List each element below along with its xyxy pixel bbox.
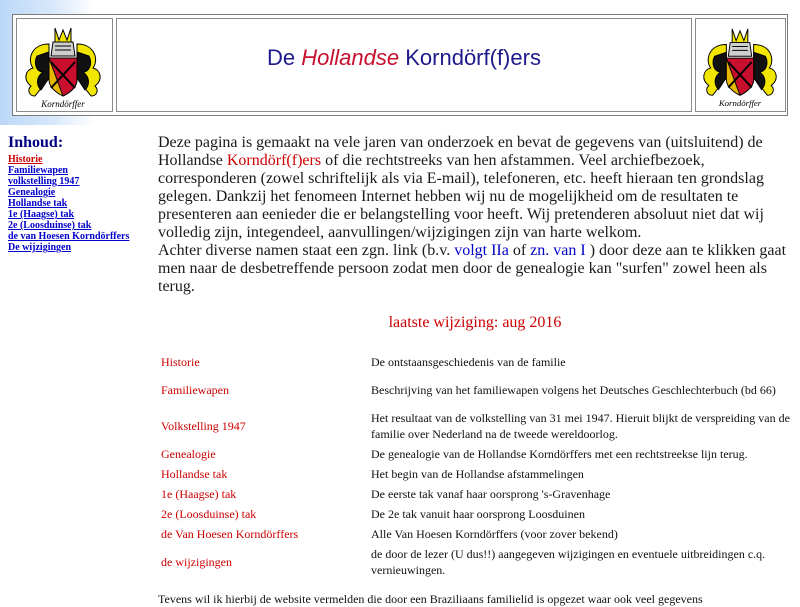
intro-p2-start: Achter diverse namen staat een zgn. link (b.v.	[158, 242, 455, 259]
toc-desc: De ontstaansgeschiedenis van de familie	[371, 355, 566, 369]
table-row	[158, 544, 798, 580]
main-content	[158, 134, 798, 580]
intro-p1-start: Deze pagina is gemaakt na vele jaren van onderzoek en bevat de gegevens van (uitsluitend) de Hollandse	[158, 134, 763, 169]
toc-desc: De 2e tak vanuit haar oorsprong Loosduinen	[371, 507, 585, 521]
table-row	[158, 484, 798, 504]
intro-p2-of: of	[508, 242, 531, 259]
crest-caption-right: Korndörffer	[718, 98, 762, 109]
toc-desc: Alle Van Hoesen Korndörffers (voor zover bekend)	[371, 527, 618, 541]
intro-p1-end: of die rechtstreeks van hen afstammen. Veel archiefbezoek, corresponderen (zowel schriftelijk als via E-mail), telefoneren, etc. heeft hieraan ten grondslag gelegen. Dankzij het fenomeen Internet hebben wij nu de mogelijkheid om de resultaten te presenteren aan eenieder die er belangstelling voor heeft. Wij pretenderen absoluut niet dat wij volledig zijn, integendeel, aanvullingen/wijzigingen zijn van harte welkom.	[158, 152, 764, 241]
sidebar-link-hollandse-tak[interactable]: Hollandse tak	[8, 198, 68, 209]
table-row	[158, 524, 798, 544]
table-row	[158, 408, 798, 444]
toc-link-loosduinse-tak[interactable]: 2e (Loosduinse) tak	[161, 506, 257, 521]
title-highlight: Hollandse	[301, 45, 400, 70]
crest-caption-left: Korndörffer	[41, 99, 85, 109]
sidebar-link-van-hoesen[interactable]: de van Hoesen Korndörffers	[8, 231, 130, 242]
table-row	[158, 464, 798, 484]
toc-desc: de door de lezer (U dus!!) aangegeven wijzigingen en eventuele uitbreidingen c.q. vernieuwingen.	[371, 547, 766, 577]
example-link-zn[interactable]: zn. van I	[530, 242, 586, 259]
toc-link-volkstelling[interactable]: Volkstelling 1947	[161, 418, 246, 433]
family-crest-left-image	[21, 22, 105, 110]
sidebar-link-loosduinse-tak[interactable]: 2e (Loosduinse) tak	[8, 220, 92, 231]
header-banner	[12, 14, 788, 116]
intro-p2-end: ) door deze aan te klikken gaat men naar de desbetreffende persoon zodat men door de genealogie kan "surfen" zowel heen als terug.	[158, 242, 787, 295]
toc-link-haagse-tak[interactable]: 1e (Haagse) tak	[161, 486, 237, 501]
toc-link-genealogie[interactable]: Genealogie	[161, 446, 216, 461]
toc-desc: De genealogie van de Hollandse Korndörffers met een rechtstreekse lijn terug.	[371, 447, 748, 461]
crest-right-cell	[695, 18, 786, 112]
title-prefix: De	[267, 45, 302, 70]
toc-link-wijzigingen[interactable]: de wijzigingen	[161, 554, 232, 569]
title-cell	[116, 18, 692, 112]
table-row	[158, 504, 798, 524]
toc-link-van-hoesen[interactable]: de Van Hoesen Korndörffers	[161, 526, 299, 541]
sidebar-link-volkstelling[interactable]: volkstelling 1947	[8, 176, 80, 187]
trailing-paragraph: Tevens wil ik hierbij de website vermelden die door een Braziliaans familielid is opgezet waar ook veel gegevens	[158, 592, 703, 606]
korndorffers-link[interactable]: Korndörf(f)ers	[226, 152, 322, 169]
sidebar-link-haagse-tak[interactable]: 1e (Haagse) tak	[8, 209, 75, 220]
crest-left-cell	[16, 18, 113, 112]
sidebar-link-historie[interactable]: Historie	[8, 154, 43, 165]
sidebar-link-genealogie[interactable]: Genealogie	[8, 187, 56, 198]
example-link-volgt[interactable]: volgt IIa	[454, 242, 509, 259]
sidebar-link-familiewapen[interactable]: Familiewapen	[8, 165, 68, 176]
toc-link-hollandse-tak[interactable]: Hollandse tak	[161, 466, 228, 481]
page-title	[117, 45, 691, 71]
intro-text	[158, 134, 798, 296]
sidebar-link-wijzigingen[interactable]: De wijzigingen	[8, 242, 72, 253]
table-row	[158, 352, 798, 372]
last-modified-note: laatste wijziging: aug 2016	[388, 314, 562, 331]
toc-desc: Het resultaat van de volkstelling van 31 mei 1947. Hieruit blijkt de verspreiding van de familie over Nederland na de tweede wereldoorlog.	[371, 411, 790, 441]
table-row	[158, 372, 798, 408]
toc-desc: De eerste tak vanaf haar oorsprong 's-Gravenhage	[371, 487, 611, 501]
contents-table	[158, 352, 798, 580]
sidebar-title: Inhoud:	[8, 134, 64, 151]
table-row	[158, 444, 798, 464]
family-crest-right-image	[699, 22, 781, 110]
title-suffix: Korndörf(f)ers	[399, 45, 541, 70]
sidebar-nav	[8, 134, 153, 253]
toc-link-familiewapen[interactable]: Familiewapen	[161, 382, 229, 397]
toc-link-historie[interactable]: Historie	[161, 354, 200, 369]
toc-desc: Beschrijving van het familiewapen volgens het Deutsches Geschlechterbuch (bd 66)	[371, 383, 776, 397]
toc-desc: Het begin van de Hollandse afstammelingen	[371, 467, 584, 481]
